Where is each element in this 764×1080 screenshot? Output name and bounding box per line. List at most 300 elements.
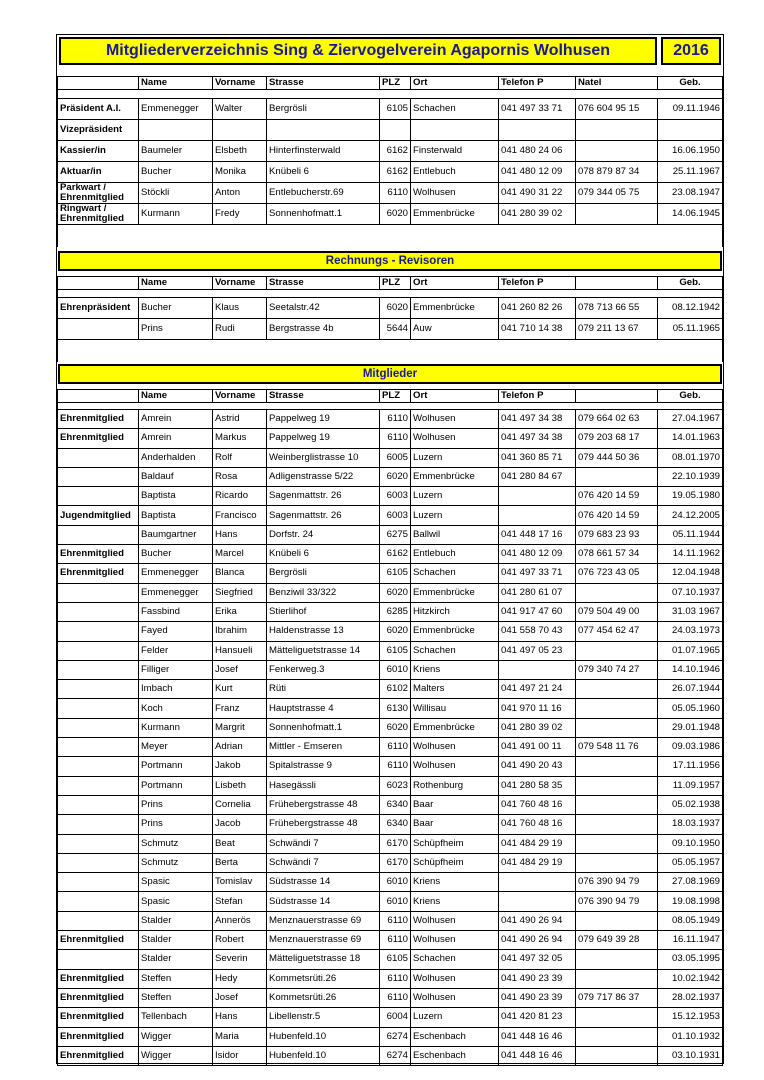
table-row bbox=[58, 583, 723, 602]
geb-cell: 09.11.1946 bbox=[658, 99, 723, 120]
name-cell: Baptista bbox=[139, 506, 213, 525]
role-cell: Kassier/in bbox=[58, 141, 139, 162]
vorname-cell: Hedy bbox=[213, 969, 267, 988]
geb-cell: 19.05.1980 bbox=[658, 487, 723, 506]
vorname-cell: Stefan bbox=[213, 892, 267, 911]
strasse-cell: Menznauerstrasse 69 bbox=[267, 911, 380, 930]
ort-cell: Wolhusen bbox=[411, 988, 499, 1007]
strasse-cell: Dorfstr. 24 bbox=[267, 525, 380, 544]
strasse-cell: Knübeli 6 bbox=[267, 545, 380, 564]
plz-cell: 5644 bbox=[380, 319, 411, 340]
ort-cell: Luzern bbox=[411, 1008, 499, 1027]
geb-cell: 16.11.1947 bbox=[658, 931, 723, 950]
telefon-cell: 041 497 34 38 bbox=[499, 410, 576, 429]
vorname-cell: Josef bbox=[213, 660, 267, 679]
geb-cell: 08.05.1949 bbox=[658, 911, 723, 930]
header-natel: Natel bbox=[576, 77, 658, 90]
telefon-cell bbox=[499, 487, 576, 506]
role-cell bbox=[58, 319, 139, 340]
header-natel bbox=[576, 277, 658, 290]
name-cell: Steffen bbox=[139, 969, 213, 988]
name-cell: Prins bbox=[139, 795, 213, 814]
natel-cell bbox=[576, 911, 658, 930]
role-cell: Präsident A.I. bbox=[58, 99, 139, 120]
header-role bbox=[58, 277, 139, 290]
table-row bbox=[58, 911, 723, 930]
table-row bbox=[58, 298, 723, 319]
name-cell: Spasic bbox=[139, 892, 213, 911]
ort-cell: Wolhusen bbox=[411, 757, 499, 776]
table-row bbox=[58, 950, 723, 969]
table-row bbox=[58, 776, 723, 795]
header-geb: Geb. bbox=[658, 277, 723, 290]
strasse-cell: Kommetsrüti.26 bbox=[267, 988, 380, 1007]
natel-cell: 076 390 94 79 bbox=[576, 873, 658, 892]
vorname-cell: Klaus bbox=[213, 298, 267, 319]
geb-cell: 24.03.1973 bbox=[658, 622, 723, 641]
geb-cell: 05.11.1944 bbox=[658, 525, 723, 544]
table-row bbox=[58, 448, 723, 467]
vorstand-table bbox=[57, 76, 723, 247]
plz-cell: 6110 bbox=[380, 429, 411, 448]
spacer-cell bbox=[58, 403, 723, 410]
ort-cell: Wolhusen bbox=[411, 183, 499, 204]
spacer-cell bbox=[58, 90, 723, 99]
ort-cell: Emmenbrücke bbox=[411, 622, 499, 641]
natel-cell: 079 649 39 28 bbox=[576, 931, 658, 950]
telefon-cell: 041 280 61 07 bbox=[499, 583, 576, 602]
plz-cell: 6105 bbox=[380, 950, 411, 969]
ort-cell: Emmenbrücke bbox=[411, 718, 499, 737]
table-row bbox=[58, 204, 723, 225]
role-cell: Ehrenmitglied bbox=[58, 564, 139, 583]
geb-cell: 29.01.1948 bbox=[658, 718, 723, 737]
plz-cell: 6110 bbox=[380, 969, 411, 988]
plz-cell: 6003 bbox=[380, 506, 411, 525]
name-cell: Prins bbox=[139, 815, 213, 834]
plz-cell: 6162 bbox=[380, 162, 411, 183]
table-row bbox=[58, 319, 723, 340]
vorname-cell bbox=[213, 120, 267, 141]
plz-cell: 6005 bbox=[380, 448, 411, 467]
name-cell: Felder bbox=[139, 641, 213, 660]
role-cell: Ehrenmitglied bbox=[58, 969, 139, 988]
ort-cell: Finsterwald bbox=[411, 141, 499, 162]
natel-cell: 078 661 57 34 bbox=[576, 545, 658, 564]
telefon-cell: 041 497 32 05 bbox=[499, 950, 576, 969]
role-cell bbox=[58, 622, 139, 641]
role-cell bbox=[58, 583, 139, 602]
ort-cell: Kriens bbox=[411, 892, 499, 911]
vorname-cell: Kurt bbox=[213, 680, 267, 699]
geb-cell: 08.12.1942 bbox=[658, 298, 723, 319]
header-vorname: Vorname bbox=[213, 390, 267, 403]
role-cell bbox=[58, 467, 139, 486]
ort-cell: Willisau bbox=[411, 699, 499, 718]
ort-cell: Kriens bbox=[411, 660, 499, 679]
header-vorname: Vorname bbox=[213, 77, 267, 90]
geb-cell: 07.10.1937 bbox=[658, 583, 723, 602]
telefon-cell: 041 490 26 94 bbox=[499, 911, 576, 930]
ort-cell: Ballwil bbox=[411, 525, 499, 544]
geb-cell: 22.10.1939 bbox=[658, 467, 723, 486]
table-row bbox=[58, 120, 723, 141]
strasse-cell: Mätteliguetstrasse 18 bbox=[267, 950, 380, 969]
natel-cell: 079 344 05 75 bbox=[576, 183, 658, 204]
natel-cell bbox=[576, 1027, 658, 1046]
name-cell: Wigger bbox=[139, 1027, 213, 1046]
natel-cell bbox=[576, 795, 658, 814]
ort-cell: Eschenbach bbox=[411, 1046, 499, 1065]
header-row bbox=[58, 277, 723, 290]
strasse-cell: Südstrasse 14 bbox=[267, 892, 380, 911]
table-row bbox=[58, 969, 723, 988]
role-cell: Ehrenpräsident bbox=[58, 298, 139, 319]
plz-cell: 6110 bbox=[380, 738, 411, 757]
ort-cell bbox=[411, 120, 499, 141]
strasse-cell: Frühebergstrasse 48 bbox=[267, 795, 380, 814]
telefon-cell: 041 360 85 71 bbox=[499, 448, 576, 467]
plz-cell: 6102 bbox=[380, 680, 411, 699]
table-row bbox=[58, 718, 723, 737]
geb-cell: 23.08.1947 bbox=[658, 183, 723, 204]
natel-cell: 079 211 13 67 bbox=[576, 319, 658, 340]
name-cell: Bucher bbox=[139, 162, 213, 183]
name-cell: Fayed bbox=[139, 622, 213, 641]
vorname-cell: Annerös bbox=[213, 911, 267, 930]
role-cell bbox=[58, 680, 139, 699]
telefon-cell: 041 448 16 46 bbox=[499, 1027, 576, 1046]
natel-cell: 076 420 14 59 bbox=[576, 506, 658, 525]
plz-cell: 6110 bbox=[380, 410, 411, 429]
natel-cell: 076 390 94 79 bbox=[576, 892, 658, 911]
plz-cell: 6274 bbox=[380, 1046, 411, 1065]
vorname-cell: Jakob bbox=[213, 757, 267, 776]
table-row bbox=[58, 680, 723, 699]
document-year: 2016 bbox=[661, 37, 721, 65]
geb-cell: 24.12.2005 bbox=[658, 506, 723, 525]
strasse-cell: Seetalstr.42 bbox=[267, 298, 380, 319]
name-cell: Prins bbox=[139, 319, 213, 340]
geb-cell: 25.11.1967 bbox=[658, 162, 723, 183]
natel-cell: 079 444 50 36 bbox=[576, 448, 658, 467]
role-cell bbox=[58, 448, 139, 467]
table-row bbox=[58, 834, 723, 853]
ort-cell: Schachen bbox=[411, 641, 499, 660]
table-row bbox=[58, 183, 723, 204]
geb-cell: 01.07.1965 bbox=[658, 641, 723, 660]
name-cell: Baptista bbox=[139, 487, 213, 506]
table-row bbox=[58, 487, 723, 506]
telefon-cell: 041 260 82 26 bbox=[499, 298, 576, 319]
vorname-cell: Josef bbox=[213, 988, 267, 1007]
natel-cell: 077 454 62 47 bbox=[576, 622, 658, 641]
telefon-cell bbox=[499, 873, 576, 892]
natel-cell bbox=[576, 120, 658, 141]
telefon-cell bbox=[499, 892, 576, 911]
telefon-cell: 041 490 23 39 bbox=[499, 988, 576, 1007]
plz-cell: 6010 bbox=[380, 892, 411, 911]
header-plz: PLZ bbox=[380, 277, 411, 290]
ort-cell: Schachen bbox=[411, 950, 499, 969]
plz-cell: 6110 bbox=[380, 911, 411, 930]
name-cell: Filliger bbox=[139, 660, 213, 679]
plz-cell bbox=[380, 120, 411, 141]
ort-cell: Luzern bbox=[411, 448, 499, 467]
ort-cell: Emmenbrücke bbox=[411, 298, 499, 319]
plz-cell: 6020 bbox=[380, 583, 411, 602]
name-cell bbox=[139, 120, 213, 141]
vorname-cell: Rolf bbox=[213, 448, 267, 467]
geb-cell: 27.08.1969 bbox=[658, 873, 723, 892]
name-cell: Schmutz bbox=[139, 853, 213, 872]
name-cell: Amrein bbox=[139, 410, 213, 429]
name-cell: Koch bbox=[139, 699, 213, 718]
natel-cell bbox=[576, 141, 658, 162]
natel-cell: 076 723 43 05 bbox=[576, 564, 658, 583]
geb-cell: 05.02.1938 bbox=[658, 795, 723, 814]
natel-cell bbox=[576, 969, 658, 988]
table-row bbox=[58, 545, 723, 564]
geb-cell: 15.12.1953 bbox=[658, 1008, 723, 1027]
strasse-cell: Schwändi 7 bbox=[267, 834, 380, 853]
vorname-cell: Elsbeth bbox=[213, 141, 267, 162]
telefon-cell: 041 480 24 06 bbox=[499, 141, 576, 162]
telefon-cell: 041 484 29 19 bbox=[499, 834, 576, 853]
telefon-cell: 041 280 58 35 bbox=[499, 776, 576, 795]
strasse-cell: Menznauerstrasse 69 bbox=[267, 931, 380, 950]
natel-cell bbox=[576, 1008, 658, 1027]
strasse-cell: Mittler - Emseren bbox=[267, 738, 380, 757]
geb-cell: 05.05.1957 bbox=[658, 853, 723, 872]
vorname-cell: Erika bbox=[213, 602, 267, 621]
table-row bbox=[58, 467, 723, 486]
telefon-cell: 041 917 47 60 bbox=[499, 602, 576, 621]
geb-cell: 31.03 1967 bbox=[658, 602, 723, 621]
telefon-cell: 041 558 70 43 bbox=[499, 622, 576, 641]
ort-cell: Wolhusen bbox=[411, 969, 499, 988]
plz-cell: 6170 bbox=[380, 853, 411, 872]
role-cell: Aktuar/in bbox=[58, 162, 139, 183]
telefon-cell bbox=[499, 506, 576, 525]
strasse-cell: Schwändi 7 bbox=[267, 853, 380, 872]
strasse-cell: Bergrösli bbox=[267, 564, 380, 583]
strasse-cell: Hasegässli bbox=[267, 776, 380, 795]
ort-cell: Emmenbrücke bbox=[411, 204, 499, 225]
strasse-cell: Fenkerweg.3 bbox=[267, 660, 380, 679]
plz-cell: 6020 bbox=[380, 718, 411, 737]
vorname-cell: Fredy bbox=[213, 204, 267, 225]
name-cell: Tellenbach bbox=[139, 1008, 213, 1027]
geb-cell: 08.01.1970 bbox=[658, 448, 723, 467]
ort-cell: Auw bbox=[411, 319, 499, 340]
ort-cell: Rothenburg bbox=[411, 776, 499, 795]
role-cell: Ehrenmitglied bbox=[58, 545, 139, 564]
telefon-cell: 041 760 48 16 bbox=[499, 795, 576, 814]
geb-cell: 27.04.1967 bbox=[658, 410, 723, 429]
geb-cell: 18.03.1937 bbox=[658, 815, 723, 834]
name-cell: Fassbind bbox=[139, 602, 213, 621]
header-plz: PLZ bbox=[380, 390, 411, 403]
role-cell: Ehrenmitglied bbox=[58, 429, 139, 448]
plz-cell: 6110 bbox=[380, 757, 411, 776]
header-name: Name bbox=[139, 277, 213, 290]
vorname-cell: Markus bbox=[213, 429, 267, 448]
strasse-cell: Sagenmattstr. 26 bbox=[267, 506, 380, 525]
plz-cell: 6004 bbox=[380, 1008, 411, 1027]
name-cell: Emmenegger bbox=[139, 564, 213, 583]
telefon-cell: 041 710 14 38 bbox=[499, 319, 576, 340]
plz-cell: 6020 bbox=[380, 622, 411, 641]
name-cell: Imbach bbox=[139, 680, 213, 699]
table-row bbox=[58, 641, 723, 660]
role-cell bbox=[58, 892, 139, 911]
natel-cell bbox=[576, 853, 658, 872]
table-row bbox=[58, 1027, 723, 1046]
header-telefon: Telefon P bbox=[499, 277, 576, 290]
vorname-cell: Siegfried bbox=[213, 583, 267, 602]
header-vorname: Vorname bbox=[213, 277, 267, 290]
ort-cell: Eschenbach bbox=[411, 1027, 499, 1046]
vorname-cell: Ricardo bbox=[213, 487, 267, 506]
header-ort: Ort bbox=[411, 277, 499, 290]
telefon-cell: 041 760 48 16 bbox=[499, 815, 576, 834]
name-cell: Bucher bbox=[139, 298, 213, 319]
table-row bbox=[58, 429, 723, 448]
table-row bbox=[58, 892, 723, 911]
geb-cell: 26.07.1944 bbox=[658, 680, 723, 699]
vorname-cell: Maria bbox=[213, 1027, 267, 1046]
natel-cell bbox=[576, 467, 658, 486]
vorname-cell: Jacob bbox=[213, 815, 267, 834]
plz-cell: 6110 bbox=[380, 931, 411, 950]
table-row bbox=[58, 988, 723, 1007]
spacer-row bbox=[58, 90, 723, 99]
name-cell: Kurmann bbox=[139, 718, 213, 737]
natel-cell: 079 548 11 76 bbox=[576, 738, 658, 757]
role-cell: Ehrenmitglied bbox=[58, 1008, 139, 1027]
geb-cell: 05.11.1965 bbox=[658, 319, 723, 340]
natel-cell bbox=[576, 950, 658, 969]
spacer-cell bbox=[58, 340, 723, 363]
table-row bbox=[58, 564, 723, 583]
plz-cell: 6010 bbox=[380, 660, 411, 679]
telefon-cell: 041 490 20 43 bbox=[499, 757, 576, 776]
role-cell: Ringwart / Ehrenmitglied bbox=[58, 204, 139, 225]
name-cell: Steffen bbox=[139, 988, 213, 1007]
vorname-cell: Franz bbox=[213, 699, 267, 718]
telefon-cell: 041 497 33 71 bbox=[499, 99, 576, 120]
plz-cell: 6275 bbox=[380, 525, 411, 544]
header-role bbox=[58, 390, 139, 403]
natel-cell: 076 420 14 59 bbox=[576, 487, 658, 506]
header-strasse: Strasse bbox=[267, 77, 380, 90]
strasse-cell: Stierlihof bbox=[267, 602, 380, 621]
ort-cell: Malters bbox=[411, 680, 499, 699]
ort-cell: Baar bbox=[411, 795, 499, 814]
header-strasse: Strasse bbox=[267, 277, 380, 290]
geb-cell: 14.01.1963 bbox=[658, 429, 723, 448]
natel-cell: 079 664 02 63 bbox=[576, 410, 658, 429]
telefon-cell: 041 420 81 23 bbox=[499, 1008, 576, 1027]
strasse-cell: Hauptstrasse 4 bbox=[267, 699, 380, 718]
telefon-cell: 041 491 00 11 bbox=[499, 738, 576, 757]
strasse-cell bbox=[267, 120, 380, 141]
vorname-cell: Robert bbox=[213, 931, 267, 950]
vorname-cell: Marcel bbox=[213, 545, 267, 564]
header-geb: Geb. bbox=[658, 77, 723, 90]
plz-cell: 6023 bbox=[380, 776, 411, 795]
strasse-cell: Sonnenhofmatt.1 bbox=[267, 718, 380, 737]
name-cell: Emmenegger bbox=[139, 99, 213, 120]
natel-cell bbox=[576, 699, 658, 718]
document-title: Mitgliederverzeichnis Sing & Ziervogelverein Agapornis Wolhusen bbox=[59, 37, 657, 65]
role-cell bbox=[58, 911, 139, 930]
ort-cell: Schüpfheim bbox=[411, 834, 499, 853]
plz-cell: 6340 bbox=[380, 815, 411, 834]
natel-cell bbox=[576, 757, 658, 776]
header-strasse: Strasse bbox=[267, 390, 380, 403]
vorname-cell: Tomislav bbox=[213, 873, 267, 892]
telefon-cell: 041 490 31 22 bbox=[499, 183, 576, 204]
role-cell: Ehrenmitglied bbox=[58, 410, 139, 429]
role-cell bbox=[58, 738, 139, 757]
table-row bbox=[58, 757, 723, 776]
role-cell bbox=[58, 487, 139, 506]
vorname-cell: Walter bbox=[213, 99, 267, 120]
role-cell: Parkwart / Ehrenmitglied bbox=[58, 183, 139, 204]
telefon-cell: 041 448 17 16 bbox=[499, 525, 576, 544]
telefon-cell: 041 280 39 02 bbox=[499, 204, 576, 225]
mitglieder-band: Mitglieder bbox=[58, 364, 722, 384]
header-ort: Ort bbox=[411, 77, 499, 90]
plz-cell: 6010 bbox=[380, 873, 411, 892]
plz-cell: 6003 bbox=[380, 487, 411, 506]
header-telefon: Telefon P bbox=[499, 77, 576, 90]
natel-cell bbox=[576, 641, 658, 660]
telefon-cell: 041 497 33 71 bbox=[499, 564, 576, 583]
table-row bbox=[58, 602, 723, 621]
name-cell: Bucher bbox=[139, 545, 213, 564]
vorname-cell: Lisbeth bbox=[213, 776, 267, 795]
spacer-row bbox=[58, 340, 723, 363]
name-cell: Emmenegger bbox=[139, 583, 213, 602]
natel-cell bbox=[576, 680, 658, 699]
vorname-cell: Beat bbox=[213, 834, 267, 853]
role-cell: Ehrenmitglied bbox=[58, 931, 139, 950]
geb-cell: 03.10.1931 bbox=[658, 1046, 723, 1065]
table-row bbox=[58, 410, 723, 429]
telefon-cell: 041 497 05 23 bbox=[499, 641, 576, 660]
ort-cell: Luzern bbox=[411, 506, 499, 525]
plz-cell: 6105 bbox=[380, 564, 411, 583]
strasse-cell: Benziwil 33/322 bbox=[267, 583, 380, 602]
table-row bbox=[58, 853, 723, 872]
role-cell bbox=[58, 525, 139, 544]
geb-cell: 14.11.1962 bbox=[658, 545, 723, 564]
natel-cell: 079 717 86 37 bbox=[576, 988, 658, 1007]
strasse-cell: Kommetsrüti.26 bbox=[267, 969, 380, 988]
strasse-cell: Weinberglistrasse 10 bbox=[267, 448, 380, 467]
role-cell bbox=[58, 602, 139, 621]
geb-cell: 14.06.1945 bbox=[658, 204, 723, 225]
geb-cell bbox=[658, 120, 723, 141]
ort-cell: Wolhusen bbox=[411, 429, 499, 448]
ort-cell: Wolhusen bbox=[411, 738, 499, 757]
geb-cell: 03.05.1995 bbox=[658, 950, 723, 969]
ort-cell: Wolhusen bbox=[411, 931, 499, 950]
natel-cell: 078 879 87 34 bbox=[576, 162, 658, 183]
